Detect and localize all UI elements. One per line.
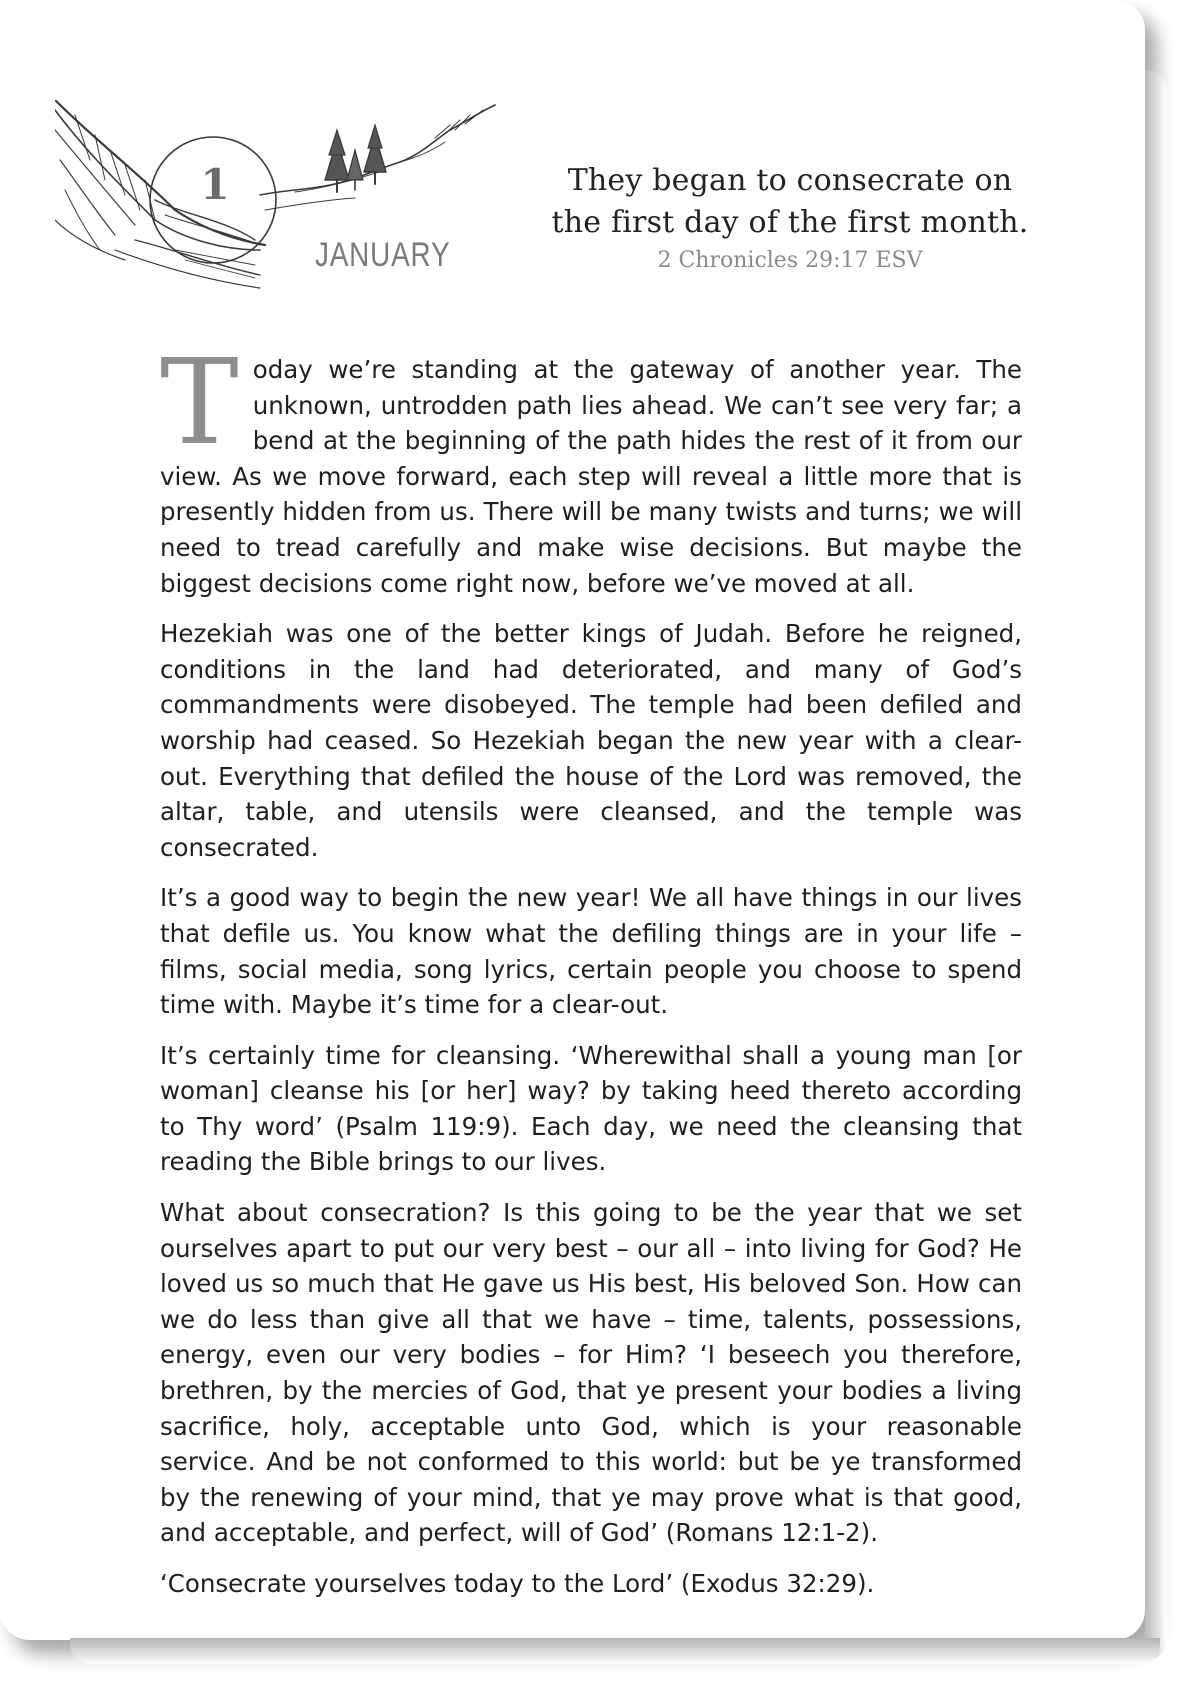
paragraph-3: It’s a good way to begin the new year! We all have things in our lives that defile us. You know what the defiling things are in your life – films, social media, song lyrics, certain people you choose to spend time with. Maybe it’s time for a clear-out. (160, 883, 1022, 1020)
paragraph-6: ‘Consecrate yourselves today to the Lord’ (Exodus 32:29). (160, 1569, 875, 1598)
page-shadow-right (1145, 70, 1167, 1660)
devotional-body (160, 333, 1022, 1617)
paragraph-1-text: oday we’re standing at the gateway of another year. The unknown, untrodden path lies ahead. We can’t see very far; a bend at the beginning of the path hides the rest of it from our view. As we move forward, each step will reveal a little more that is presently hidden from us. There will be many twists and turns; we will need to tread carefully and make wise decisions. But maybe the biggest decisions come right now, before we’ve moved at all. (160, 355, 1022, 598)
verse-line-1: They began to consecrate on (567, 163, 1013, 198)
paragraph-5: What about consecration? Is this going to be the year that we set ourselves apart to put our very best – our all – into living for God? He loved us so much that He gave us His best, His beloved Son. How can we do less than give all that we have – time, talents, possessions, energy, even our very bodies – for Him? ‘I beseech you therefore, brethren, by the mercies of God, that ye present your bodies a living sacrifice, holy, acceptable unto God, which is your reasonable service. And be not conformed to this world: but be ye transformed by the renewing of your mind, that ye may prove what is that good, and acceptable, and perfect, will of God’ (Romans 12:1-2). (160, 1198, 1022, 1548)
day-number: 1 (200, 160, 230, 209)
month-name: JANUARY (315, 236, 451, 274)
verse-line-2: the first day of the first month. (551, 205, 1029, 240)
paragraph-4: It’s certainly time for cleansing. ‘Wherewithal shall a young man [or woman] cleanse his [or her] way? by taking heed thereto according to Thy word’ (Psalm 119:9). Each day, we need the cleansing that reading the Bible brings to our lives. (160, 1040, 1022, 1177)
paragraph-1 (160, 333, 1022, 601)
page-shadow-bottom (70, 1638, 1160, 1664)
paragraph-2: Hezekiah was one of the better kings of Judah. Before he reigned, conditions in the land had deteriorated, and many of God’s commandments were disobeyed. The temple had been defiled and worship had ceased. So Hezekiah began the new year with a clear-out. Everything that defiled the house of the Lord was removed, the altar, table, and utensils were cleansed, and the temple was consecrated. (160, 619, 1022, 862)
verse-reference: 2 Chronicles 29:17 ESV (657, 248, 923, 273)
drop-cap: T (160, 333, 239, 471)
daily-verse (510, 160, 1070, 273)
